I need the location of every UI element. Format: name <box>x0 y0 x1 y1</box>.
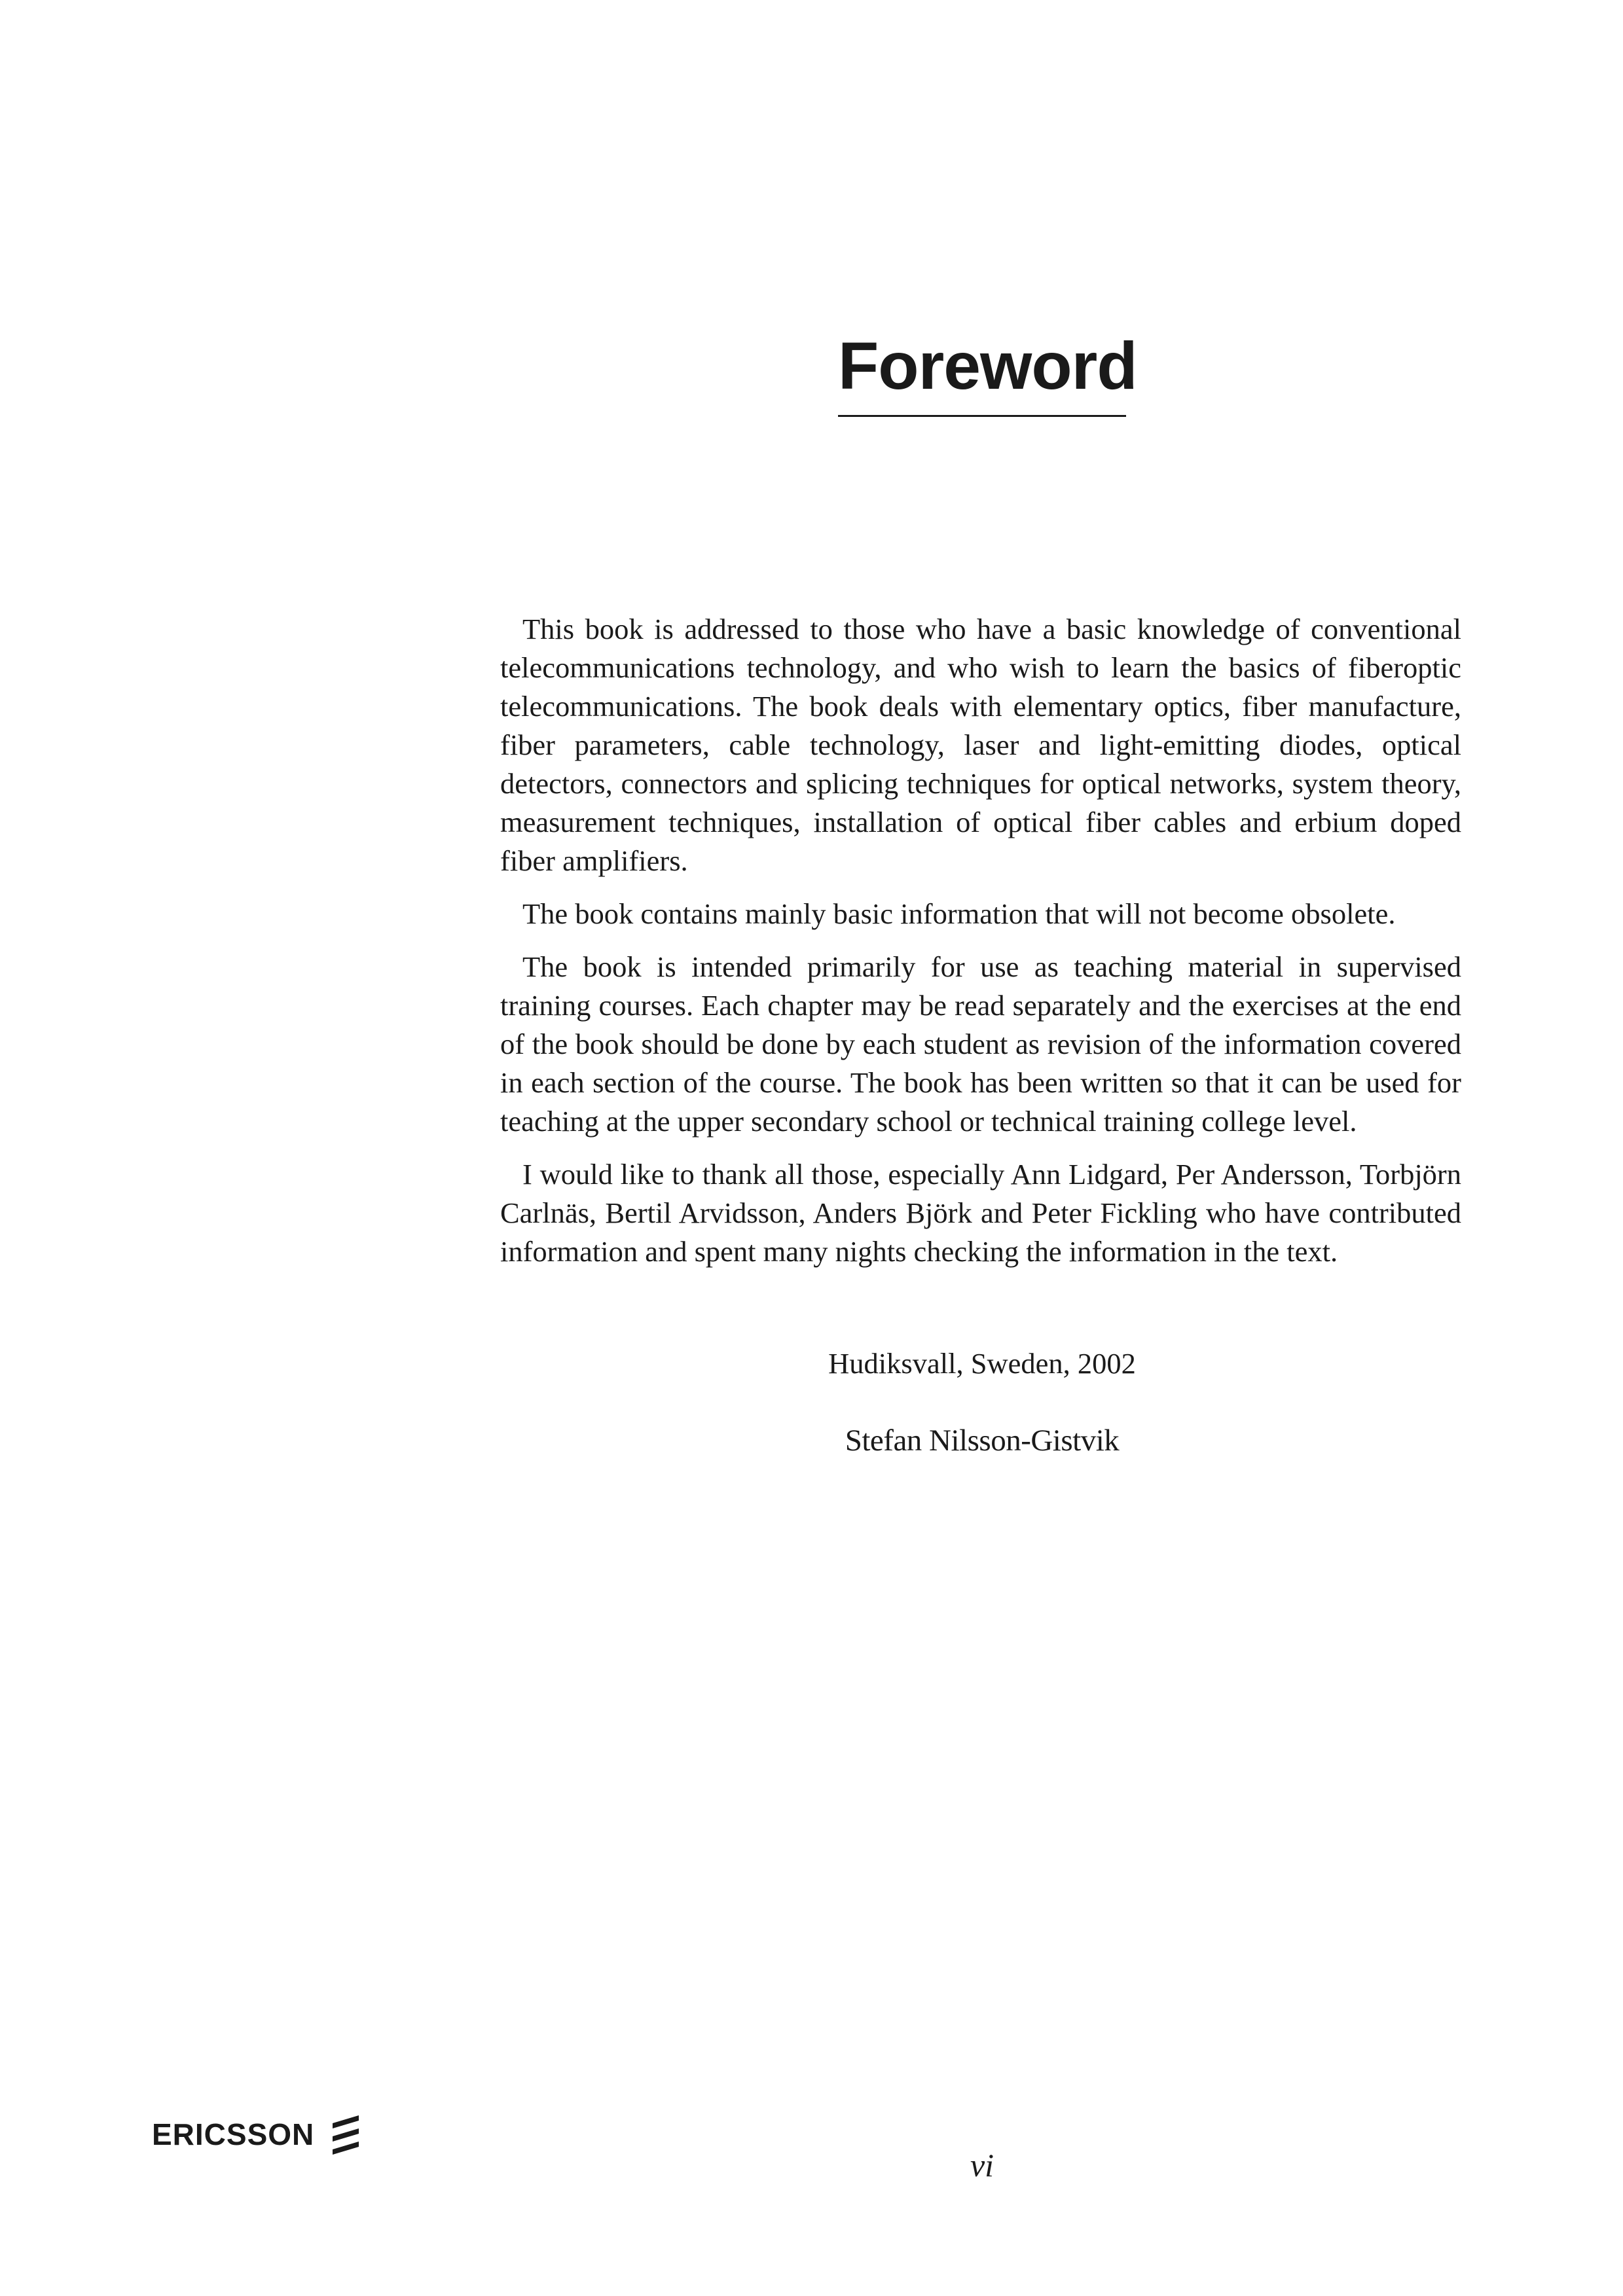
paragraph-4: I would like to thank all those, especially Ann Lidgard, Per Andersson, Torbjörn Carlnäs, Bertil Arvidsson, Anders Björk and Peter Fickling who have contributed information and spent many nights checking the information in the text. <box>500 1158 1461 1268</box>
foreword-body <box>500 610 1461 1285</box>
author-name: Stefan Nilsson-Gistvik <box>845 1424 1120 1458</box>
ericsson-logo-icon <box>329 2114 363 2155</box>
logo-text: ERICSSON <box>152 2117 315 2151</box>
ericsson-logo <box>152 2111 363 2157</box>
page-number: vi <box>970 2147 994 2183</box>
paragraph-1: This book is addressed to those who have a basic knowledge of conventional telecommunications technology, and who wish to learn the basics of fiberoptic telecommunications. The book deals with elementary optics, fiber manufacture, fiber parameters, cable technology, laser and light-emitting diodes, optical detectors, connectors and splicing techniques for optical networks, system theory, measurement techniques, installation of optical fiber cables and erbium doped fiber amplifiers. <box>500 613 1461 877</box>
paragraph-3: The book is intended primarily for use as teaching material in supervised training courses. Each chapter may be read separately and the exercises at the end of the book should be done by each student as revision of the information covered in each section of the course. The book has been written so that it can be used for teaching at the upper secondary school or technical training college level. <box>500 950 1461 1138</box>
page-title: Foreword <box>838 329 1137 403</box>
paragraph-2: The book contains mainly basic information that will not become obsolete. <box>522 897 1396 930</box>
title-underline <box>838 415 1126 417</box>
place-date: Hudiksvall, Sweden, 2002 <box>828 1347 1136 1380</box>
